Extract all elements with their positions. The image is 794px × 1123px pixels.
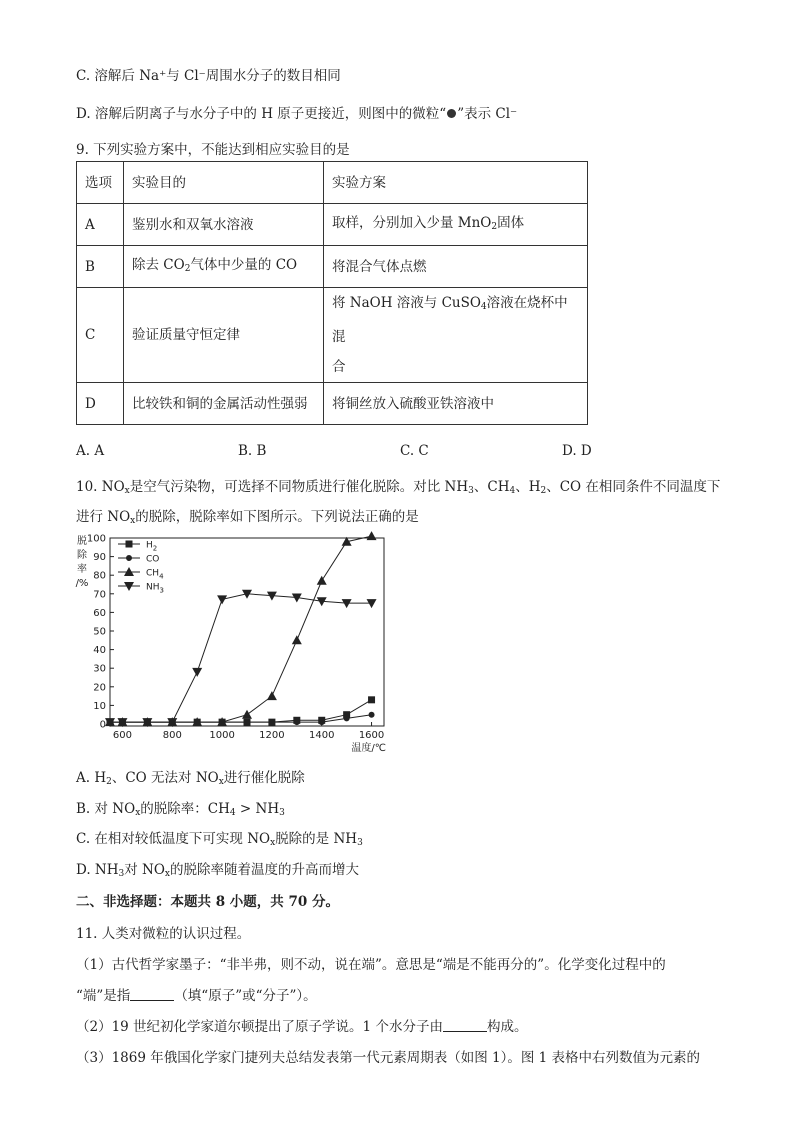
q9-choice-a: A. A: [76, 443, 105, 459]
particle-dot-icon: [447, 109, 456, 118]
series-line: [110, 594, 372, 722]
marker-triangle-up: [367, 531, 377, 540]
answer-blank[interactable]: [130, 988, 174, 1001]
table-cell: C: [77, 288, 124, 383]
table-cell: 将 NaOH 溶液与 CuSO$_4$溶液在烧杯中混 合: [324, 288, 588, 383]
marker-circle: [126, 555, 132, 561]
legend-label: CO: [146, 554, 160, 565]
legend-item: [118, 582, 164, 595]
y-tick-label: 70: [93, 589, 106, 601]
plot-frame: [110, 538, 384, 726]
table-cell: 比较铁和铜的金属活动性强弱: [124, 383, 324, 425]
section-heading: 二、非选择题：本题共 8 小题，共 70 分。: [76, 894, 339, 910]
legend-label: $NH_3$: [146, 582, 164, 595]
legend-label: $H_2$: [146, 540, 158, 553]
marker-circle: [269, 719, 275, 725]
q10-stem-line2: 进行 $NO_x$的脱除，脱除率如下图所示。下列说法正确的是: [76, 509, 419, 526]
table-header-cell: 实验方案: [324, 162, 588, 204]
y-tick-label: 20: [93, 682, 106, 694]
table-header-cell: 选项: [77, 162, 124, 204]
x-tick-label: 600: [112, 730, 133, 741]
marker-circle: [294, 719, 300, 725]
y-tick-label: 30: [93, 663, 106, 675]
table-cell: 除去 $CO_2$气体中少量的 CO: [124, 246, 324, 288]
table-cell: 取样，分别加入少量 MnO$_2$固体: [324, 204, 588, 246]
x-tick-label: 1400: [309, 730, 335, 741]
q11-title: 11. 人类对微粒的认识过程。: [76, 926, 251, 942]
legend-item: [118, 555, 159, 565]
q10-option-b: B. 对 $NO_x$的脱除率：$CH_4 > NH_3$: [76, 801, 285, 818]
table-cell: 将铜丝放入硫酸亚铁溶液中: [324, 383, 588, 425]
marker-triangle-up: [242, 710, 252, 719]
x-tick-label: 800: [162, 730, 182, 741]
marker-triangle-up: [317, 576, 327, 585]
q9-choice-c: C. C: [400, 443, 429, 459]
q8-option-d: D. 溶解后阴离子与水分子中的 H 原子更接近，则图中的微粒“ ”表示 Cl⁻: [76, 106, 518, 122]
table-cell: 将混合气体点燃: [324, 246, 588, 288]
table-row: [77, 383, 588, 425]
marker-circle: [369, 712, 375, 718]
y-axis-label-char: 脱: [77, 536, 87, 547]
q11-part1-line2: “端”是指 （填“原子”或“分子”）。: [76, 988, 317, 1004]
y-tick-label: 50: [93, 626, 106, 638]
table-row: [77, 204, 588, 246]
table-cell: 验证质量守恒定律: [124, 288, 324, 383]
x-axis-label: 温度/℃: [351, 743, 386, 754]
y-tick-label: 60: [93, 607, 106, 619]
legend-item: [118, 567, 164, 581]
denox-rate-chart: [70, 528, 400, 758]
answer-blank[interactable]: [443, 1019, 487, 1032]
q10-option-a: A. $H_2$、CO 无法对 $NO_x$进行催化脱除: [76, 770, 305, 787]
table-header-cell: 实验目的: [124, 162, 324, 204]
q9-choice-b: B. B: [238, 443, 267, 459]
x-tick-label: 1600: [358, 730, 385, 741]
table-header-row: [77, 162, 588, 204]
marker-circle: [244, 719, 250, 725]
y-axis-label-char: 除: [77, 550, 87, 561]
marker-circle: [319, 719, 325, 725]
q10-option-d: D. $NH_3$对 $NO_x$的脱除率随着温度的升高而增大: [76, 862, 359, 879]
marker-triangle-down: [192, 668, 202, 677]
x-tick-label: 1200: [259, 730, 285, 741]
y-tick-label: 40: [93, 645, 106, 657]
y-tick-label: 0: [99, 719, 106, 731]
q8-option-c: C. 溶解后 Na⁺与 Cl⁻周围水分子的数目相同: [76, 68, 341, 84]
q10-option-c: C. 在相对较低温度下可实现 $NO_x$脱除的是 $NH_3$: [76, 831, 363, 848]
marker-triangle-up: [292, 635, 302, 644]
table-row: [77, 288, 588, 383]
q10-stem-line1: 10. $NO_x$是空气污染物，可选择不同物质进行催化脱除。对比 $NH_3$、$CH_4$、$H_2$、CO 在相同条件不同温度下: [76, 479, 721, 496]
q11-part2: （2）19 世纪初化学家道尔顿提出了原子学说。1 个水分子由 构成。: [76, 1019, 528, 1035]
legend-item: [118, 541, 157, 553]
marker-triangle-up: [267, 691, 277, 700]
table-cell: D: [77, 383, 124, 425]
legend-label: $CH_4$: [146, 568, 164, 581]
table-cell: 鉴别水和双氧水溶液: [124, 204, 324, 246]
q11-part3: （3）1869 年俄国化学家门捷列夫总结发表第一代元素周期表（如图 1）。图 1 表格中右列数值为元素的: [76, 1050, 701, 1066]
marker-triangle-down: [217, 595, 227, 604]
q9-choice-d: D. D: [562, 443, 592, 459]
table-cell: B: [77, 246, 124, 288]
y-axis-label-char: 率: [77, 564, 87, 575]
x-tick-label: 1000: [209, 730, 235, 741]
y-tick-label: 90: [93, 552, 106, 564]
q9-table: [76, 161, 588, 425]
y-tick-label: 80: [93, 570, 106, 582]
chart-axes: [110, 538, 384, 726]
q9-stem: 9. 下列实验方案中，不能达到相应实验目的是: [76, 142, 350, 158]
y-tick-label: 10: [93, 700, 106, 712]
y-tick-label: 100: [86, 533, 106, 545]
chart-ticks: [87, 534, 384, 742]
marker-square: [368, 696, 375, 703]
marker-circle: [344, 715, 350, 721]
series-nh3: [105, 590, 377, 727]
q11-part1-line1: （1）古代哲学家墨子：“非半弗，则不动，说在端”。意思是“端是不能再分的”。化学变化过程中的: [76, 957, 666, 973]
marker-square: [126, 541, 133, 548]
table-row: [77, 246, 588, 288]
table-cell: A: [77, 204, 124, 246]
y-axis-label-char: /%: [75, 578, 89, 589]
chart-legend: [118, 541, 164, 595]
